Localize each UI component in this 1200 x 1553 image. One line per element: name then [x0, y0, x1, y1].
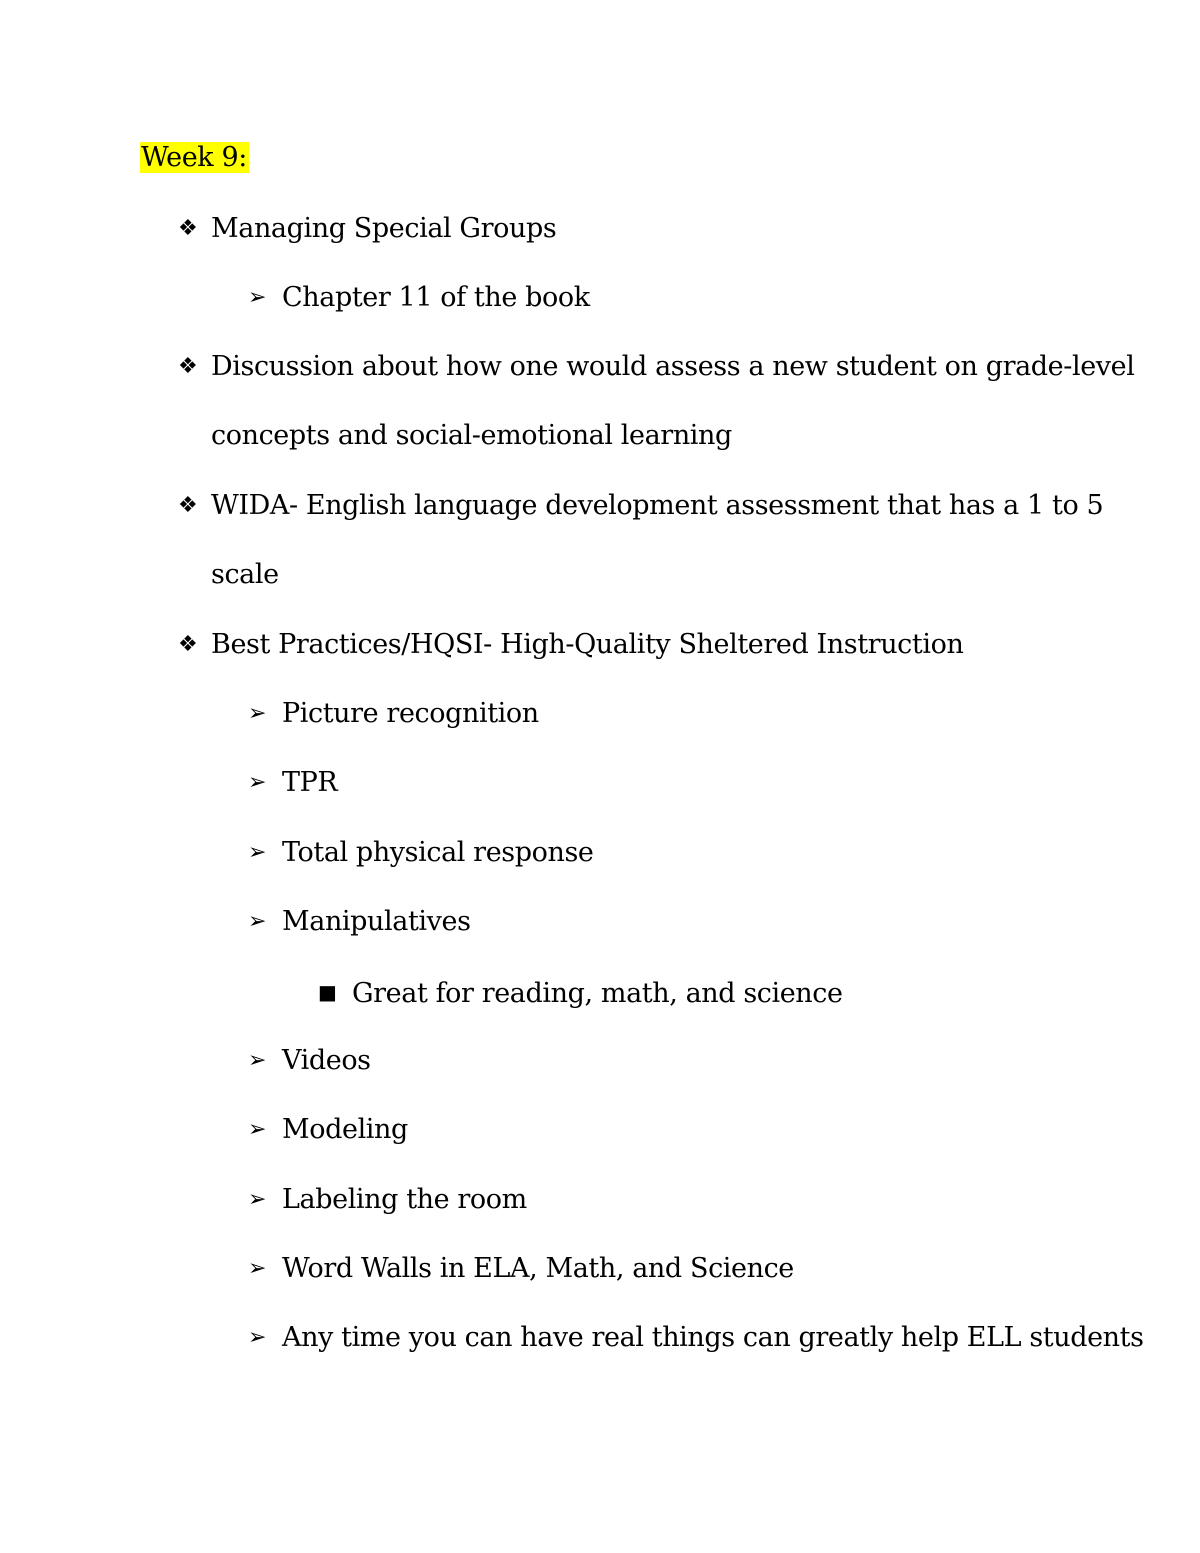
list-item-level2 — [248, 696, 539, 732]
list-item-text: Best Practices/HQSI- High-Quality Sheltered Instruction — [211, 629, 964, 660]
list-item-text: Any time you can have real things can greatly help ELL students — [282, 1322, 1144, 1353]
arrow-bullet-icon: ➢ — [248, 909, 267, 934]
list-item-text: Labeling the room — [282, 1184, 527, 1215]
list-item-text: Chapter 11 of the book — [282, 282, 590, 313]
list-item-text: TPR — [282, 767, 338, 798]
list-item-level2 — [248, 765, 337, 801]
arrow-bullet-icon: ➢ — [248, 1048, 267, 1073]
square-bullet-icon: ■ — [318, 980, 337, 1004]
list-item-text: Total physical response — [282, 837, 594, 868]
list-item-level2 — [248, 835, 594, 871]
arrow-bullet-icon: ➢ — [248, 1117, 267, 1142]
list-item-continuation — [211, 418, 732, 454]
list-item-level2 — [248, 1043, 371, 1079]
list-item-text: Discussion about how one would assess a new student on grade-level — [211, 351, 1135, 382]
diamond-bullet-icon: ❖ — [178, 493, 198, 518]
diamond-bullet-icon: ❖ — [178, 354, 198, 379]
list-item-level1 — [178, 627, 963, 663]
diamond-bullet-icon: ❖ — [178, 632, 198, 657]
list-item-text: Word Walls in ELA, Math, and Science — [282, 1253, 794, 1284]
list-item-text: WIDA- English language development assessment that has a 1 to 5 — [211, 490, 1104, 521]
arrow-bullet-icon: ➢ — [248, 840, 267, 865]
list-item-text: concepts and social-emotional learning — [211, 420, 732, 451]
arrow-bullet-icon: ➢ — [248, 285, 267, 310]
arrow-bullet-icon: ➢ — [248, 770, 267, 795]
diamond-bullet-icon: ❖ — [178, 216, 198, 241]
list-item-continuation — [211, 557, 279, 593]
week-heading — [140, 140, 249, 176]
list-item-text: scale — [211, 559, 279, 590]
list-item-level1 — [178, 211, 556, 247]
list-item-level1 — [178, 488, 1103, 524]
list-item-text: Manipulatives — [282, 906, 471, 937]
arrow-bullet-icon: ➢ — [248, 1256, 267, 1281]
list-item-level2 — [248, 1251, 794, 1287]
arrow-bullet-icon: ➢ — [248, 701, 267, 726]
arrow-bullet-icon: ➢ — [248, 1187, 267, 1212]
list-item-level2 — [248, 1112, 408, 1148]
list-item-level2 — [248, 904, 471, 940]
list-item-text: Picture recognition — [282, 698, 539, 729]
list-item-text: Videos — [282, 1045, 371, 1076]
arrow-bullet-icon: ➢ — [248, 1325, 267, 1350]
list-item-level2 — [248, 1320, 1144, 1356]
list-item-text: Modeling — [282, 1114, 408, 1145]
list-item-level2 — [248, 1182, 527, 1218]
highlighted-heading-text: Week 9: — [141, 142, 247, 173]
list-item-level1 — [178, 349, 1134, 385]
list-item-level3 — [318, 974, 843, 1012]
list-item-level2 — [248, 280, 590, 316]
list-item-text: Great for reading, math, and science — [352, 978, 843, 1009]
list-item-text: Managing Special Groups — [211, 213, 557, 244]
